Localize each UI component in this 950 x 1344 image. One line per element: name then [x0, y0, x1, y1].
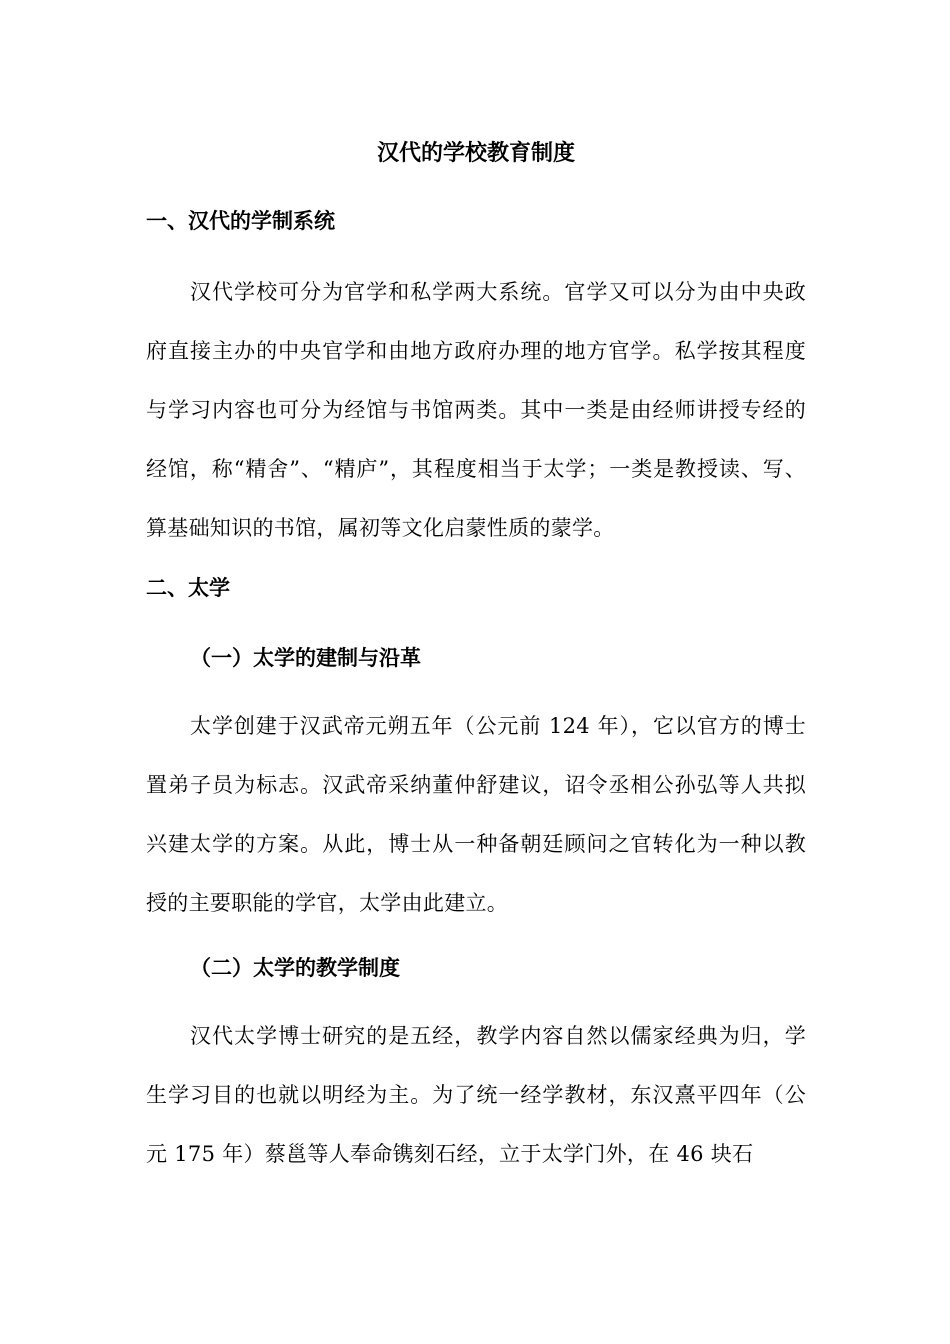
subsection-heading-establishment: （一）太学的建制与沿革	[190, 645, 421, 670]
section-heading-taixue: 二、太学	[146, 575, 230, 600]
section-heading-academic-system: 一、汉代的学制系统	[146, 208, 335, 233]
subsection-heading-teaching-system: （二）太学的教学制度	[190, 955, 400, 980]
paragraph-teaching-system: 汉代太学博士研究的是五经，教学内容自然以儒家经典为归，学生学习目的也就以明经为主。为了统一经学教材，东汉熹平四年（公元 175 年）蔡邕等人奉命镌刻石经，立于太学门外，在 46 块石	[146, 1024, 806, 1166]
paragraph-academic-system: 汉代学校可分为官学和私学两大系统。官学又可以分为由中央政府直接主办的中央官学和由地方政府办理的地方官学。私学按其程度与学习内容也可分为经馆与书馆两类。其中一类是由经师讲授专经的经馆，称“精舍”、“精庐”，其程度相当于太学；一类是教授读、写、算基础知识的书馆，属初等文化启蒙性质的蒙学。	[146, 280, 806, 540]
document-title: 汉代的学校教育制度	[376, 140, 575, 166]
paragraph-establishment: 太学创建于汉武帝元朔五年（公元前 124 年），它以官方的博士置弟子员为标志。汉武帝采纳董仲舒建议，诏令丞相公孙弘等人共拟兴建太学的方案。从此，博士从一种备朝廷顾问之官转化为一种以教授的主要职能的学官，太学由此建立。	[146, 714, 806, 915]
